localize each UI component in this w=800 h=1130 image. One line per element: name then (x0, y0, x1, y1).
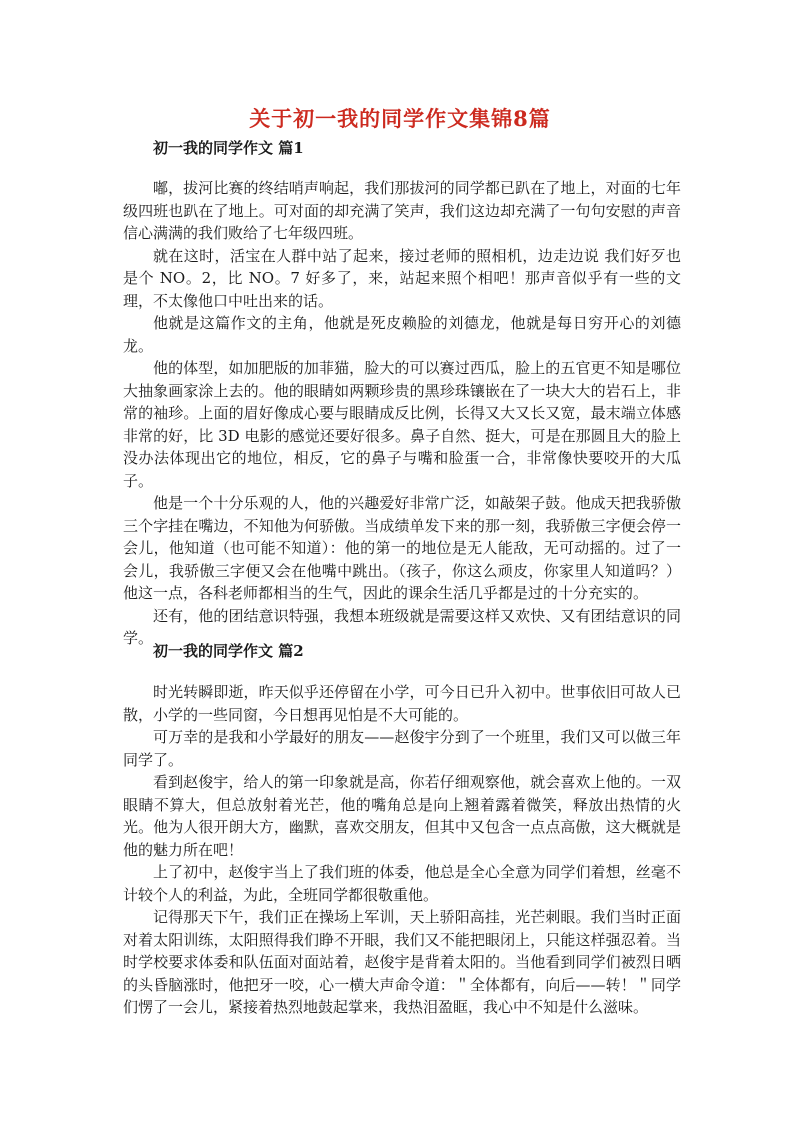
paragraph: 时光转瞬即逝，昨天似乎还停留在小学，可今日已升入初中。世事依旧可故人已散，小学的一些同窗，今日想再见怕是不大可能的。 (123, 683, 681, 724)
document-title: 关于初一我的同学作文集锦8篇 (249, 106, 551, 131)
paragraph: 记得那天下午，我们正在操场上军训，天上骄阳高挂，光芒刺眼。我们当时正面对着太阳训练，太阳照得我们睁不开眼，我们又不能把眼闭上，只能这样强忍着。当时学校要求体委和队伍面对面站着，赵俊宇是背着太阳的。当他看到同学们被烈日晒的头昏脑涨时，他把牙一咬，心一横大声命令道：＂全体都有，向后——转！＂同学们愣了一会儿，紧接着热烈地鼓起掌来，我热泪盈眶，我心中不知是什么滋味。 (123, 908, 681, 1016)
paragraph: 上了初中，赵俊宇当上了我们班的体委，他总是全心全意为同学们着想，丝毫不计较个人的利益，为此，全班同学都很敬重他。 (123, 863, 681, 904)
paragraph: 可万幸的是我和小学最好的朋友——赵俊宇分到了一个班里，我们又可以做三年同学了。 (123, 728, 681, 769)
paragraph: 他的体型，如加肥版的加菲猫，脸大的可以赛过西瓜，脸上的五官更不知是哪位大抽象画家涂上去的。他的眼睛如两颗珍贵的黑珍珠镶嵌在了一块大大的岩石上，非常的袖珍。上面的眉好像成心要与眼睛成反比例，长得又大又长又宽，最末端立体感非常的好，比 3D 电影的感觉还要好很多。鼻子自然、挺大，可是在那圆且大的脸上没办法体现出它的地位，相反，它的鼻子与嘴和脸蛋一合，非常像快要咬开的大瓜子。 (123, 359, 681, 490)
paragraph: 他就是这篇作文的主角，他就是死皮赖脸的刘德龙，他就是每日穷开心的刘德龙。 (123, 314, 681, 355)
paragraph: 他是一个十分乐观的人，他的兴趣爱好非常广泛，如敲架子鼓。他成天把我骄傲三个字挂在嘴边，不知他为何骄傲。当成绩单发下来的那一刻，我骄傲三字便会停一会儿，他知道（也可能不知道）：他的第一的地位是无人能敌，无可动摇的。过了一会儿，我骄傲三字便又会在他嘴中跳出。（孩子，你这么顽皮，你家里人知道吗？）他这一点，各科老师都相当的生气，因此的课余生活几乎都是过的十分充实的。 (123, 494, 681, 602)
paragraph: 看到赵俊宇，给人的第一印象就是高，你若仔细观察他，就会喜欢上他的。一双眼睛不算大，但总放射着光芒，他的嘴角总是向上翘着露着微笑，释放出热情的火光。他为人很开朗大方，幽默，喜欢交朋友，但其中又包含一点点高傲，这大概就是他的魅力所在吧！ (123, 773, 681, 859)
paragraph: 嘟，拔河比赛的终结哨声响起，我们那拔河的同学都已趴在了地上，对面的七年级四班也趴在了地上。可对面的却充满了笑声，我们这边却充满了一句句安慰的声音信心满满的我们败给了七年级四班。 (123, 179, 681, 242)
section-body-1 (123, 177, 681, 650)
section-body-2 (123, 681, 681, 1019)
paragraph: 还有，他的团结意识特强，我想本班级就是需要这样又欢快、又有团结意识的同学。 (123, 606, 681, 647)
section-heading-1: 初一我的同学作文 篇1 (153, 139, 304, 157)
section-heading-2: 初一我的同学作文 篇2 (153, 642, 304, 660)
paragraph: 就在这时，活宝在人群中站了起来，接过老师的照相机，边走边说 我们好歹也是个 NO。2，比 NO。7 好多了，来，站起来照个相吧！那声音似乎有一些的文理，不太像他口中吐出来的话。 (123, 246, 681, 310)
